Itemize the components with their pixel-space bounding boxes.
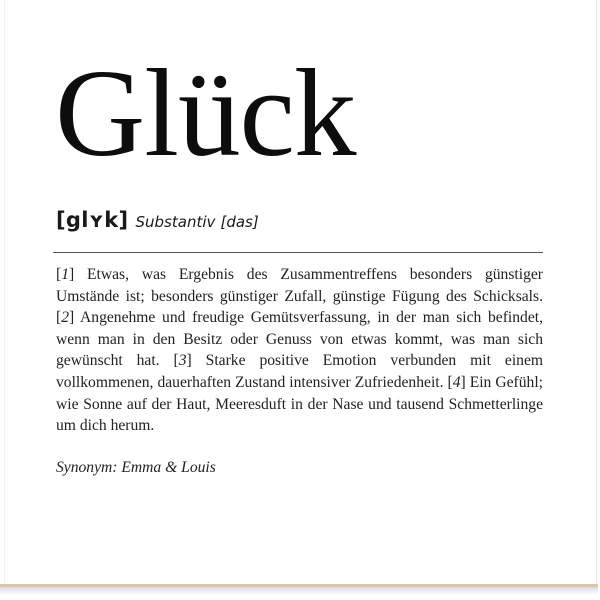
definition-text xyxy=(56,264,543,437)
sense-1: [1] Etwas, was Ergebnis des Zusammentreffens besonders günstiger Umstände ist; besonders günstiger Zufall, günstige Fügung des Schicksals. xyxy=(56,266,543,305)
sense-number: 3 xyxy=(178,352,187,370)
pronunciation-ipa: [glʏk] xyxy=(56,208,129,232)
sense-2: [2] Angenehme und freudige Gemütsverfassung, in der man sich befindet, wenn man in den Besitz oder Genuss von etwas kommt, was man sich gewünscht hat. xyxy=(56,309,543,370)
sense-number: 2 xyxy=(61,309,69,327)
part-of-speech: Substantiv xyxy=(135,213,216,231)
sense-number: 1 xyxy=(61,266,69,283)
synonym-line: Synonym: Emma & Louis xyxy=(56,459,216,476)
pronunciation-line xyxy=(56,208,259,232)
sense-4: [4] Ein Gefühl; wie Sonne auf der Haut, Meeresduft in der Nase und tausend Schmetterlinge um dich herum. xyxy=(56,373,543,435)
sense-text: Etwas, was Ergebnis des Zusammentreffens besonders günstiger Umstände ist; besonders günstiger Zufall, günstige Fügung des Schicksals. xyxy=(56,266,543,305)
sense-text: Ein Gefühl; wie Sonne auf der Haut, Meeresduft in der Nase und tausend Schmetterlinge um dich herum. xyxy=(56,373,543,435)
sense-text: Angenehme und freudige Gemütsverfassung, in der man sich befindet, wenn man in den Besitz oder Genuss von etwas kommt, was man sich gewünscht hat. xyxy=(56,309,543,370)
grammatical-article: [das] xyxy=(220,213,259,231)
poster-shadow xyxy=(0,587,598,595)
sense-3: [3] Starke positive Emotion verbunden mit einem vollkommenen, dauerhaften Zustand intensiver Zufriedenheit. xyxy=(56,352,543,391)
divider-rule xyxy=(53,252,543,253)
headword-title: Glück xyxy=(55,45,356,183)
sense-number: 4 xyxy=(452,373,461,391)
poster-left-edge xyxy=(4,0,5,585)
sense-text: Starke positive Emotion verbunden mit einem vollkommenen, dauerhaften Zustand intensiver Zufriedenheit. xyxy=(56,352,543,391)
